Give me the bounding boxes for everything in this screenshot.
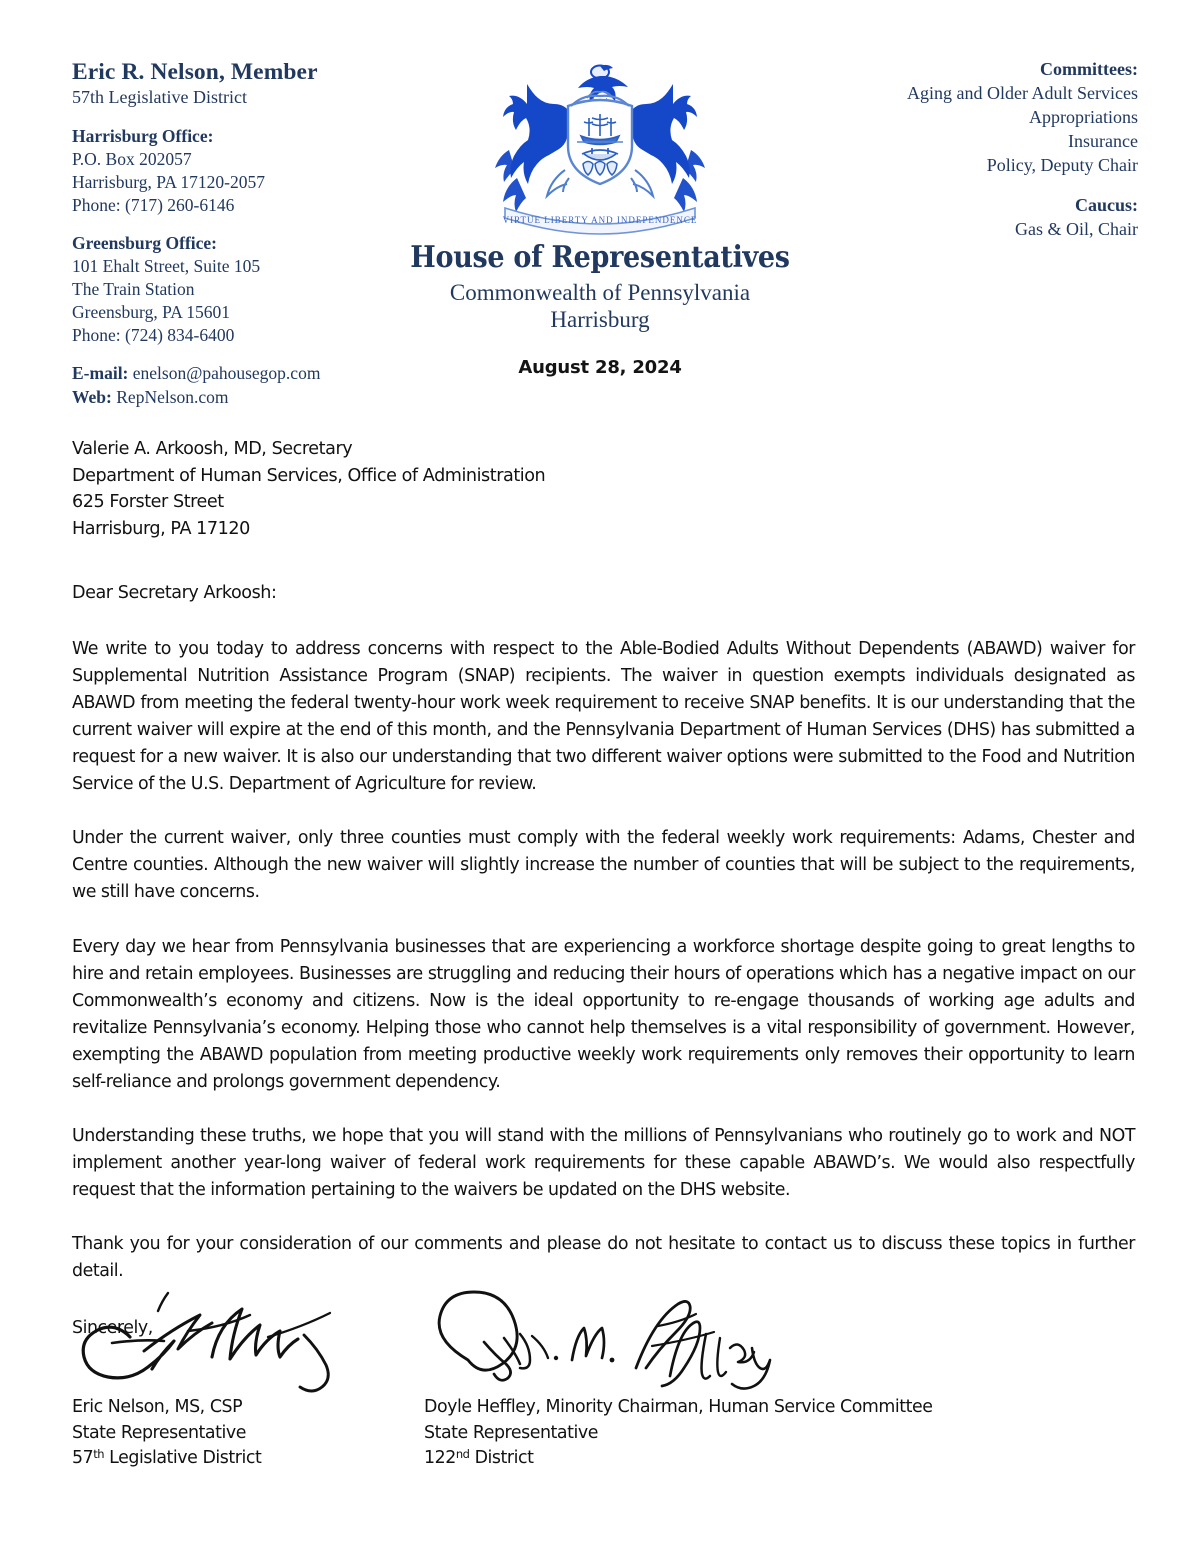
house-of-representatives-title: House of Representatives <box>410 240 790 275</box>
committee-item: Aging and Older Adult Services <box>907 82 1138 103</box>
member-district: 57th Legislative District <box>72 87 247 108</box>
letterhead <box>0 0 1200 407</box>
letterhead-committees-block <box>808 58 1138 242</box>
caucus-block <box>808 194 1138 242</box>
greensburg-office-line: Greensburg, PA 15601 <box>72 302 230 323</box>
svg-text:VIRTUE LIBERTY AND INDEPENDENC: VIRTUE LIBERTY AND INDEPENDENCE <box>502 215 698 225</box>
recipient-address-block <box>72 436 1135 543</box>
signer-title: State Representative <box>72 1422 246 1443</box>
signer-name: Eric Nelson, MS, CSP <box>72 1397 243 1417</box>
web-value[interactable]: RepNelson.com <box>116 386 229 407</box>
greensburg-office-heading: Greensburg Office: <box>72 232 217 253</box>
letter-date: August 28, 2024 <box>518 356 682 378</box>
body-paragraph: Every day we hear from Pennsylvania businesses that are experiencing a workforce shortage despite going to great lengths to hire and retain employees. Businesses are struggling and reducing their hours of operations which has a negative impact on our Commonwealth’s economy and citizens. Now is the ideal opportunity to re-engage thousands of working age adults and revitalize Pennsylvania’s economy. Helping those who cannot help themselves is a vital responsibility of government. However, exempting the ABAWD population from meeting productive weekly work requirements only removes their opportunity to learn self-reliance and prolongs government dependency. <box>72 936 1135 1092</box>
district-ordinal: th <box>93 1447 105 1462</box>
signer-district <box>424 1446 1135 1472</box>
greensburg-office-line: 101 Ehalt Street, Suite 105 <box>72 256 261 277</box>
eric-nelson-signature <box>72 1285 382 1395</box>
committee-item: Policy, Deputy Chair <box>986 154 1138 175</box>
letter-body <box>72 436 1135 1338</box>
recipient-line: Department of Human Services, Office of Administration <box>72 465 546 486</box>
committee-item: Insurance <box>1068 130 1138 151</box>
district-ordinal: nd <box>455 1447 470 1462</box>
body-paragraph: We write to you today to address concerns with respect to the Able-Bodied Adults Without Dependents (ABAWD) waiver for Supplemental Nutrition Assistance Program (SNAP) recipients. The waiver in question exempts individuals designated as ABAWD from meeting the federal twenty-hour work week requirement to receive SNAP benefits. It is our understanding that the current waiver will expire at the end of this month, and the Pennsylvania Department of Human Services (DHS) has submitted a request for a new waiver. It is also our understanding that two different waiver options were submitted to the Food and Nutrition Service of the U.S. Department of Agriculture for review. <box>72 638 1135 795</box>
greensburg-office-phone: Phone: (724) 834-6400 <box>72 325 235 346</box>
body-paragraph: Thank you for your consideration of our comments and please do not hesitate to contact us to discuss these topics in further detail. <box>72 1234 1135 1282</box>
recipient-line: 625 Forster Street <box>72 492 224 513</box>
committee-item: Appropriations <box>1029 106 1138 127</box>
signer-title: State Representative <box>424 1422 598 1443</box>
doyle-heffley-signature <box>422 1280 782 1395</box>
signature-block-nelson <box>72 1395 424 1472</box>
web-label: Web: <box>72 386 112 407</box>
recipient-line: Valerie A. Arkoosh, MD, Secretary <box>72 439 353 459</box>
commonwealth-subtitle: Commonwealth of Pennsylvania <box>449 280 751 305</box>
email-value[interactable]: enelson@pahousegop.com <box>132 363 321 384</box>
signature-area <box>72 1285 1135 1485</box>
salutation: Dear Secretary Arkoosh: <box>72 582 277 603</box>
harrisburg-office-heading: Harrisburg Office: <box>72 125 214 146</box>
member-name: Eric R. Nelson, Member <box>72 59 318 85</box>
body-paragraph: Under the current waiver, only three counties must comply with the federal weekly work requirements: Adams, Chester and Centre counties. Although the new waiver will slightly increase the number of counties that will be subject to the requirements, we still have concerns. <box>72 828 1135 903</box>
committees-label: Committees: <box>1040 59 1138 79</box>
signature-block-heffley <box>424 1395 1135 1472</box>
district-suffix: District <box>469 1448 534 1469</box>
signer-district <box>72 1446 424 1472</box>
greensburg-office-line: The Train Station <box>72 279 195 300</box>
district-number: 57 <box>72 1448 94 1469</box>
recipient-line: Harrisburg, PA 17120 <box>72 519 250 540</box>
caucus-label: Caucus: <box>1074 194 1138 215</box>
harrisburg-subtitle: Harrisburg <box>550 307 650 332</box>
closing-salutation: Sincerely, <box>72 1318 153 1339</box>
web-row <box>72 386 402 409</box>
district-suffix: Legislative District <box>104 1448 262 1469</box>
signature-labels-row <box>72 1395 1135 1472</box>
email-label: E-mail: <box>72 363 129 384</box>
caucus-item: Gas & Oil, Chair <box>1015 218 1138 239</box>
district-number: 122 <box>424 1448 456 1469</box>
signer-name: Doyle Heffley, Minority Chairman, Human Service Committee <box>424 1397 933 1417</box>
pennsylvania-coat-of-arms-seal-icon <box>465 58 735 238</box>
harrisburg-office-phone: Phone: (717) 260-6146 <box>72 194 235 215</box>
body-paragraph: Understanding these truths, we hope that you will stand with the millions of Pennsylvanians who routinely go to work and NOT implement another year-long waiver of federal work requirements for these capable ABAWD’s. We would also respectfully request that the information pertaining to the waivers be updated on the DHS website. <box>72 1125 1135 1200</box>
harrisburg-office-line: P.O. Box 202057 <box>72 148 192 169</box>
harrisburg-office-line: Harrisburg, PA 17120-2057 <box>72 171 265 192</box>
